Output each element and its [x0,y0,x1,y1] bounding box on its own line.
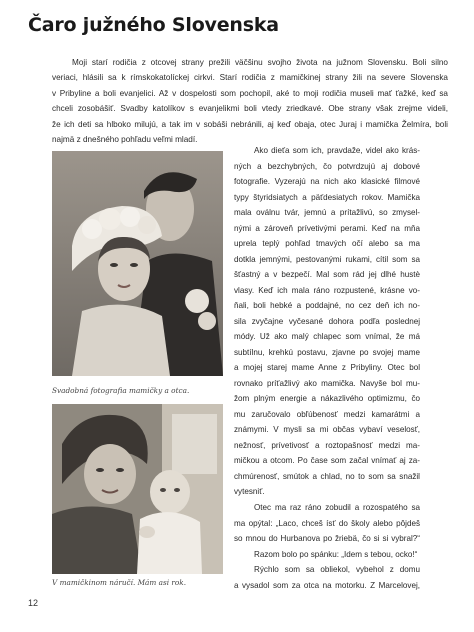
column-line: ných a bezchybných, čo potvrdzujú aj dobové [234,161,420,171]
body-column [234,143,420,500]
column-line: ňali, boli hebké a poddajné, no cez deň ich no- [234,301,420,310]
column-line: vlasy. Keď ich mala ráno rozpustené, krásne vo- [234,285,420,295]
column-line: uprela teplý pohľad tmavých očí alebo sa ma [234,239,420,248]
column-line: mala oválnu tvár, jemnú a prítažlivú, so zmysel- [234,208,420,217]
intro-paragraph [52,55,448,147]
column-line: šťastný a v bezpečí. Mal som rád jej dlhé hustè [234,270,420,279]
page-title: Čaro južného Slovenska [28,14,279,36]
column-line: Rýchlo som sa obliekol, vybehol z domu [254,565,420,574]
column-line: Ako dieťa som ich, pravdaže, videl ako krás- [254,146,420,155]
column-line: známymi. V mysli sa mi občas vybaví veselosť, [234,425,420,434]
column-line: Razom bolo po spánku: „Idem s tebou, ocko!“ [254,549,418,559]
baby-photo-caption: V mamičkinom náručí. Mám asi rok. [52,578,187,587]
baby-photo [52,404,223,574]
intro-line: v Pribyline a boli evanjelici. Až v dospelosti som pochopil, aké to moji rodičia museli mať ťažké, keď sa [52,88,448,98]
wedding-photo-caption: Svadobná fotografia mamičky a otca. [52,386,190,395]
column-line: dotkla jemnými, pestovanými rukami, cítil som sa [234,254,420,264]
column-line: subtílnu, krehkú postavu, zjavne po svojej mame [234,347,420,357]
column-line: a vysadol som za otca na motorku. Z Marcelovej, [234,580,420,590]
column-line: fotografie. Vyzerajú na nich ako klasické filmové [234,177,420,186]
page-number: 12 [28,598,39,608]
column-line: vytesniť. [234,487,265,496]
intro-line: veriaci, hlásili sa k rímskokatolíckej cirkvi. Starí rodičia z mamičkinej strany žili na severe Slovenska [52,73,448,83]
column-line: so mnou do Hurbanova po žriebä, čo si si vybral?“ [234,534,420,543]
column-line: módy. Už ako malý chlapec som vnímal, že má [234,332,420,341]
column-line: Otec ma raz ráno zobudil a rozospatého sa [254,503,420,512]
body-column-continued [234,500,420,593]
intro-line: že ich deti sa hlboko milujú, a tak im v sobáši nebránili, aj keď obaja, otec Juraj i mamička Želmíra, boli [52,119,448,129]
column-line: ma opýtal: „Laco, chceš ísť do školy alebo pôjdeš [234,518,420,528]
intro-line: chceli zosobášiť. Svadby katolíkov s evanjelikmi boli vtedy zriedkavé. Obe strany však zrejme videli, [52,104,448,114]
column-line: rovnako príťažlivý ako mamička. Navyše bol mu- [234,378,420,388]
column-line: žom plným energie a nákazlivého optimizmu, čo [234,394,420,403]
column-line: nými a zároveň prívetivými perami. Keď na mňa [234,223,420,233]
intro-line: najmä z dnešného pohľadu veľmi mladí. [52,135,198,145]
column-line: typy štyridsiatych a päťdesiatych rokov. Mamička [234,192,420,202]
wedding-photo [52,151,223,376]
column-line: mičkou a otcom. Po čase som začal vnímať aj za- [234,456,420,465]
column-line: nežnosť, prívetivosť a roztopašnosť medzi ma- [234,440,420,450]
intro-line: Moji starí rodičia z otcovej strany prežili väčšinu svojho života na južnom Slovensku. Boli silno [72,58,448,67]
column-line: mu zaručovalo obľúbenosť medzi kamarátmi a [234,409,420,419]
column-line: sila zvyčajne vyčesané dohora podľa poslednej [234,316,420,326]
column-line: a mojej starej mame Anne z Pribyliny. Otec bol [234,363,420,372]
column-line: chmúrenosť, smútok a chlad, no to som sa snažil [234,471,420,481]
